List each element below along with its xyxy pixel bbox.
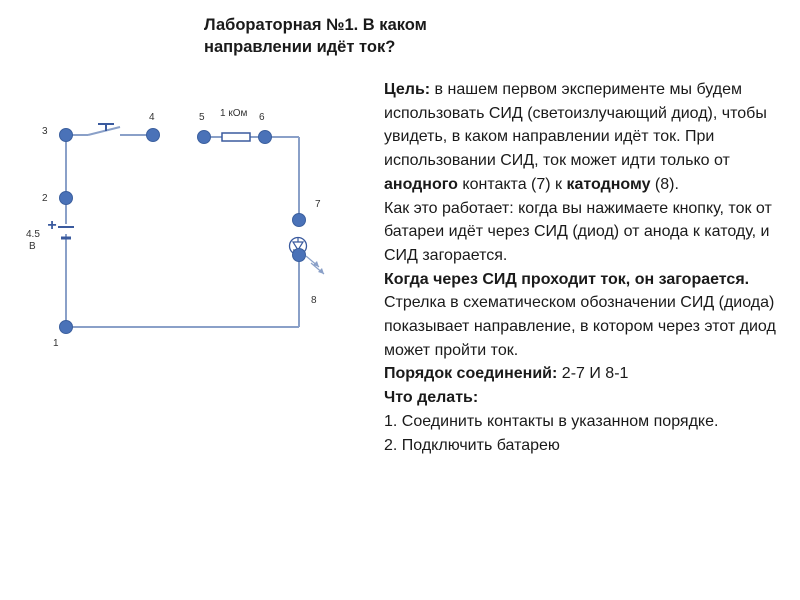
anode-term: анодного [384, 175, 458, 193]
node-7 [293, 214, 306, 227]
bold-statement: Когда через СИД проходит ток, он загорается. [384, 270, 750, 288]
what-to-do-heading: Что делать: [384, 389, 479, 407]
circuit-diagram [0, 0, 380, 360]
goal-paragraph: Цель: в нашем первом эксперименте мы будем использовать СИД (светоизлучающий диод), чтобы увидеть, в каком направлении идёт ток. При использовании СИД, ток может идти только от анодного контакта (7) к катодному (8). [384, 81, 767, 193]
node-1 [60, 321, 73, 334]
step-2: 2. Подключить батарею [384, 436, 560, 454]
title-line-2: направлении идёт ток? [204, 38, 396, 56]
how-it-works: Как это работает: когда вы нажимаете кнопку, ток от батареи идёт через СИД (диод) от анода к катоду, и СИД загорается. [384, 199, 772, 264]
node-label-5: 5 [199, 112, 205, 123]
battery-plus-sign: + [47, 217, 57, 234]
connection-order: Порядок соединений: 2-7 И 8-1 [384, 365, 629, 383]
push-button-switch [88, 124, 120, 135]
node-label-1: 1 [53, 338, 59, 349]
cathode-term: катодному [566, 175, 651, 193]
resistor-label: 1 кОм [220, 108, 248, 119]
node-label-3: 3 [42, 126, 48, 137]
description-text [384, 78, 784, 457]
node-3 [60, 129, 73, 142]
node-6 [259, 131, 272, 144]
node-label-8: 8 [311, 295, 317, 306]
node-2 [60, 192, 73, 205]
step-1: 1. Соединить контакты в указанном порядке. [384, 412, 719, 430]
node-4 [147, 129, 160, 142]
goal-label: Цель: [384, 81, 431, 98]
node-label-7: 7 [315, 199, 321, 210]
node-label-2: 2 [42, 193, 48, 204]
battery-voltage: 4.5 [26, 229, 40, 240]
node-label-4: 4 [149, 112, 155, 123]
node-8 [293, 249, 306, 262]
node-label-6: 6 [259, 112, 265, 123]
arrow-explanation: Стрелка в схематическом обозначении СИД (диода) показывает направление, в котором через этот диод может пройти ток. [384, 294, 776, 359]
node-5 [198, 131, 211, 144]
resistor [222, 133, 250, 141]
battery-voltage-unit: В [29, 241, 36, 252]
title-line-1: Лабораторная №1. В каком [204, 16, 427, 34]
